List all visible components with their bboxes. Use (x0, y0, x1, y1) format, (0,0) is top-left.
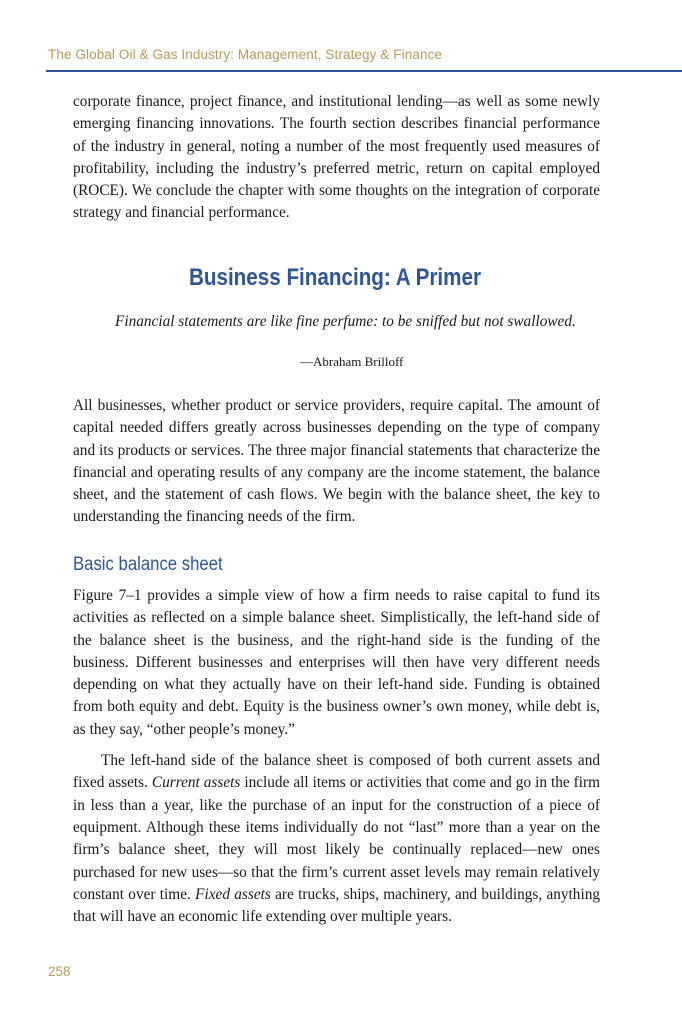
assets-text-part2: include all items or activities that come and go in the firm in less than a year, like the purchase of an input for the construction of a piece of equipment. Although these items individually do not “last” more than a year on the firm’s balance sheet, they will most likely be continually replaced—new ones purchased for new uses—so that the firm’s current asset levels may remain relatively constant over time. (73, 774, 600, 903)
term-current-assets: Current assets (151, 774, 241, 792)
assets-text-part1: The left-hand side of the balance sheet is composed of both current assets and fixed assets. (73, 752, 600, 792)
intro-paragraph: corporate finance, project finance, and institutional lending—as well as some newly emerging financing innovations. The fourth section describes financial performance of the industry in general, noting a number of the most frequently used measures of profitability, including the industry’s preferred metric, return on capital employed (ROCE). We conclude the chapter with some thoughts on the integration of corporate strategy and financial performance. (73, 93, 600, 222)
primer-block (73, 395, 600, 529)
page-number: 258 (48, 964, 71, 979)
epigraph-attribution: —Abraham Brilloff (300, 354, 404, 369)
section-title: Business Financing: A Primer (188, 264, 482, 291)
header-rule (46, 70, 682, 72)
assets-paragraph (73, 750, 600, 928)
figure-paragraph: Figure 7–1 provides a simple view of how a firm needs to raise capital to fund its activities as reflected on a simple balance sheet. Simplistically, the left-hand side of the balance sheet is the business, and the right-hand side is the funding of the business. Different businesses and enterprises will then have very different needs depending on what they actually have on their left-hand side. Funding is obtained from both equity and debt. Equity is the business owner’s own money, while debt is, as they say, “other people’s money.” (73, 587, 600, 738)
primer-paragraph: All businesses, whether product or service providers, require capital. The amount of capital needed differs greatly across businesses depending on the type of company and its products or services. The three major financial statements that characterize the financial and operating results of any company are the income statement, the balance sheet, and the statement of cash flows. We begin with the balance sheet, the key to understanding the financing needs of the firm. (73, 397, 600, 526)
balance-sheet-block (73, 585, 600, 928)
epigraph-quote: Financial statements are like fine perfume: to be sniffed but not swallowed. (115, 313, 576, 330)
subsection-title: Basic balance sheet (73, 554, 223, 575)
term-fixed-assets: Fixed assets (195, 885, 271, 903)
running-head: The Global Oil & Gas Industry: Management, Strategy & Finance (48, 47, 443, 62)
intro-block (73, 91, 600, 225)
assets-text-part3: are trucks, ships, machinery, and buildings, anything that will have an economic life extending over multiple years. (73, 885, 600, 926)
